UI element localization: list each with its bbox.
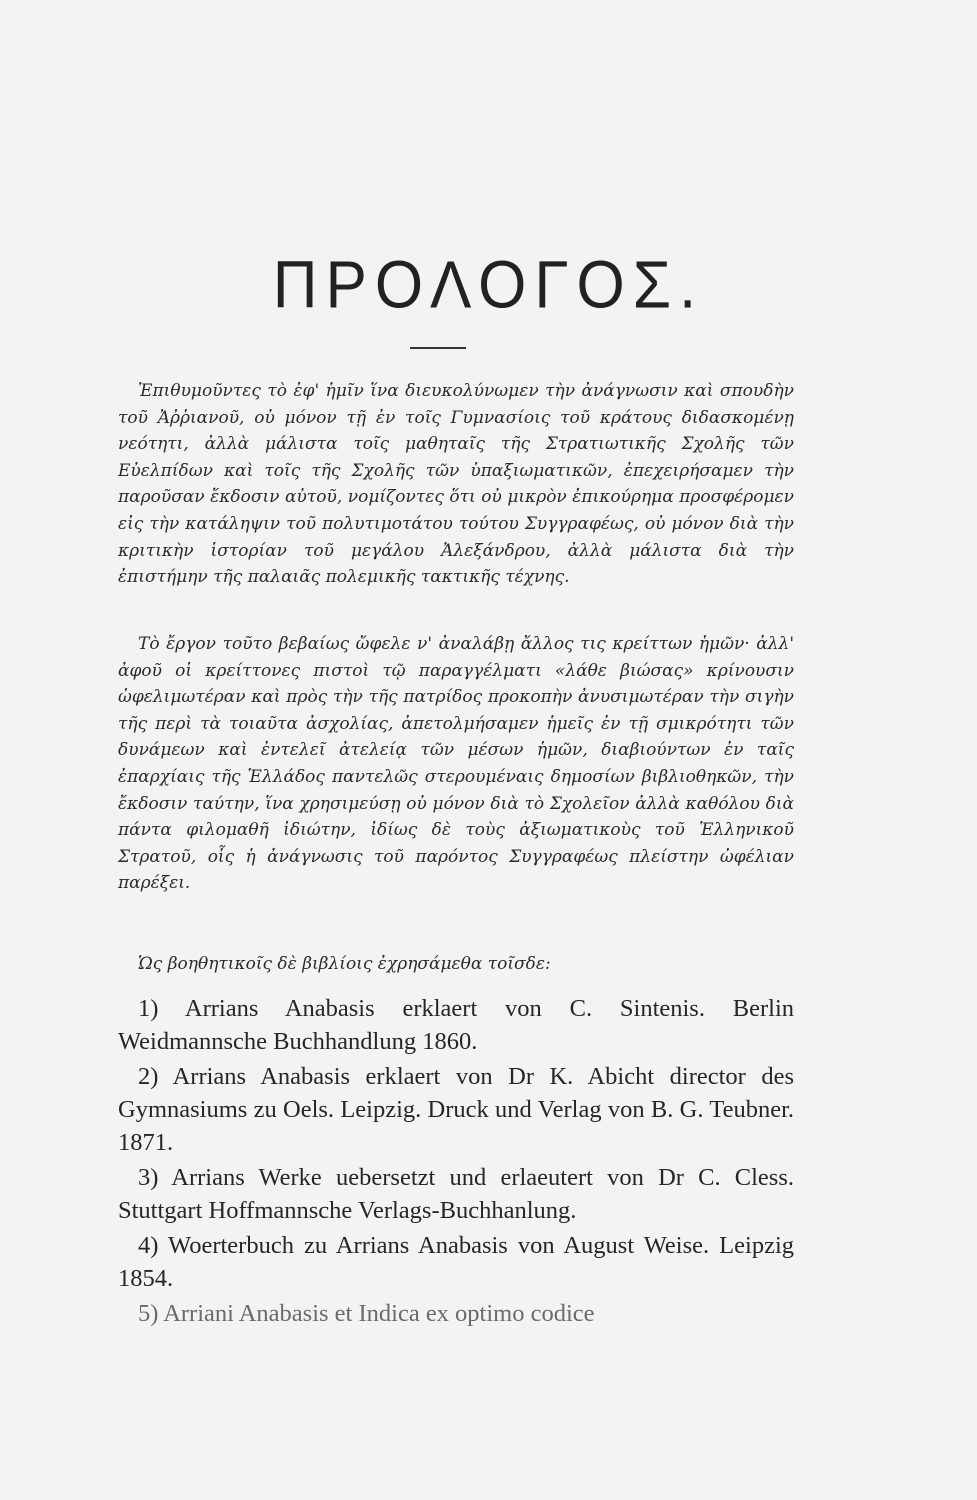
reference-item [118,1297,794,1330]
reference-number: 1) [138,995,159,1022]
reference-text: Arriani Anabasis et Indica ex optimo codice [163,1300,595,1327]
paragraph-text: Ὡς βοηθητικοῖς δὲ βιβλίοις ἐχρησάμεθα τοῖσδε: [138,954,551,974]
preface-paragraph-1 [118,378,794,591]
reference-number: 4) [138,1232,159,1259]
reference-item [118,1161,794,1227]
reference-text: Arrians Anabasis erklaert von Dr K. Abicht director des Gymnasiums zu Oels. Leipzig. Druck und Verlag von B. G. Teubner. 1871. [118,1063,794,1156]
paragraph-text: Τὸ ἔργον τοῦτο βεβαίως ὤφελε ν' ἀναλάβῃ ἄλλος τις κρείττων ἡμῶν· ἀλλ' ἀφοῦ οἱ κρείττονες πιστοὶ τῷ παραγγέλματι «λάθε βιώσας» κρίνουσιν ὠφελιμωτέραν καὶ πρὸς τὴν τῆς πατρίδος προκοπὴν ἀνυσιμωτέραν τὴν σιγὴν τῆς περὶ τὰ τοιαῦτα ἀσχολίας, ἀπετολμήσαμεν ἡμεῖς ἐν τῇ σμικρότητι τῶν δυνάμεων καὶ ἐντελεῖ ἀτελείᾳ τῶν μέσων ἡμῶν, διαβιούντων ἐν ταῖς ἐπαρχίαις τῆς Ἑλλάδος παντελῶς στερουμέναις δημοσίων βιβλιοθηκῶν, τὴν ἔκδοσιν ταύτην, ἵνα χρησιμεύσῃ οὐ μόνον διὰ τὸ Σχολεῖον ἀλλὰ καθόλου διὰ πάντα φιλομαθῆ ἰδιώτην, ἰδίως δὲ τοὺς ἀξιωματικοὺς τοῦ Ἑλληνικοῦ Στρατοῦ, οἷς ἡ ἀνάγνωσις τοῦ παρόντος Συγγραφέως πλείστην ὠφέλιαν παρέξει. [118,634,794,894]
reference-text: Woerterbuch zu Arrians Anabasis von August Weise. Leipzig 1854. [118,1232,794,1292]
reference-text: Arrians Anabasis erklaert von C. Sintenis. Berlin Weidmannsche Buchhandlung 1860. [118,995,795,1055]
reference-text: Arrians Werke uebersetzt und erlaeutert von Dr C. Cless. Stuttgart Hoffmannsche Verlags-Buchhanlung. [118,1164,794,1224]
reference-number: 5) [138,1300,159,1327]
reference-item [118,1060,794,1159]
reference-number: 2) [138,1063,159,1090]
reference-number: 3) [138,1164,159,1191]
preface-paragraph-3 [118,951,794,978]
title-rule [410,347,466,349]
reference-item [118,992,794,1058]
reference-list [118,992,794,1332]
paragraph-text: Ἐπιθυμοῦντες τὸ ἐφ' ἡμῖν ἵνα διευκολύνωμεν τὴν ἀνάγνωσιν καὶ σπουδὴν τοῦ Ἀῤῥιανοῦ, οὐ μόνον τῇ ἐν τοῖς Γυμνασίοις τοῦ κράτους διδασκομένῃ νεότητι, ἀλλὰ μάλιστα τοῖς μαθηταῖς τῆς Στρατιωτικῆς Σχολῆς τῶν Εὐελπίδων καὶ τοῖς τῆς Σχολῆς τῶν ὑπαξιωματικῶν, ἐπεχειρήσαμεν τὴν παροῦσαν ἔκδοσιν αὐτοῦ, νομίζοντες ὅτι οὐ μικρὸν ἐπικούρημα προσφέρομεν εἰς τὴν κατάληψιν τοῦ πολυτιμοτάτου τούτου Συγγραφέως, οὐ μόνον διὰ τὴν κριτικὴν ἱστορίαν τοῦ μεγάλου Ἀλεξάνδρου, ἀλλὰ μάλιστα διὰ τὴν ἐπιστήμην τῆς παλαιᾶς πολεμικῆς τακτικῆς τέχνης. [118,381,794,588]
page-title: ΠΡΟΛΟΓΟΣ. [272,248,705,323]
preface-paragraph-2 [118,631,794,897]
reference-item [118,1229,794,1295]
